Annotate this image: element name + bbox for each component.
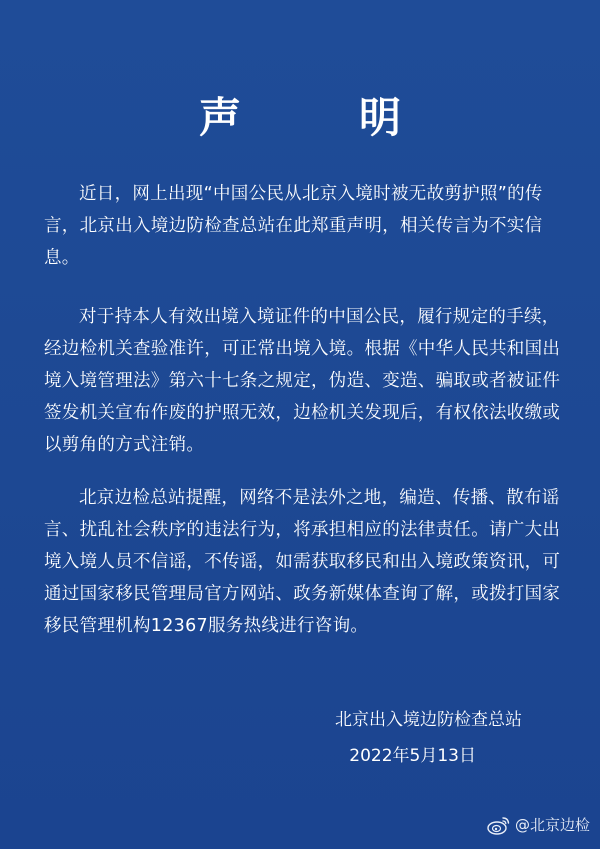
paragraph-1 [44, 178, 564, 274]
paragraph-text: 近日，网上出现“中国公民从北京入境时被无故剪护照”的传言，北京出入境边防检查总站在此郑重声明，相关传言为不实信息。 [44, 184, 543, 268]
signature-date: 2022年5月13日 [349, 746, 476, 766]
paragraph-3 [44, 482, 564, 642]
weibo-icon [487, 815, 511, 835]
paragraph-2 [44, 301, 564, 461]
page-title: 声 明 [198, 93, 439, 142]
paragraph-text: 对于持本人有效出境入境证件的中国公民，履行规定的手续，经边检机关查验准许，可正常出境入境。根据《中华人民共和国出境入境管理法》第六十七条之规定，伪造、变造、骗取或者被证件签发机关宣布作废的护照无效，边检机关发现后，有权依法收缴或以剪角的方式注销。 [44, 307, 561, 455]
weibo-watermark [487, 814, 590, 835]
signature-organization: 北京出入境边防检查总站 [335, 710, 522, 730]
paragraph-text: 北京边检总站提醒，网络不是法外之地，编造、传播、散布谣言、扰乱社会秩序的违法行为，将承担相应的法律责任。请广大出境入境人员不信谣，不传谣，如需获取移民和出入境政策资讯，可通过国家移民管理局官方网站、政务新媒体查询了解，或拨打国家移民管理机构12367服务热线进行咨询。 [44, 488, 561, 636]
watermark-handle: @北京边检 [514, 816, 590, 834]
